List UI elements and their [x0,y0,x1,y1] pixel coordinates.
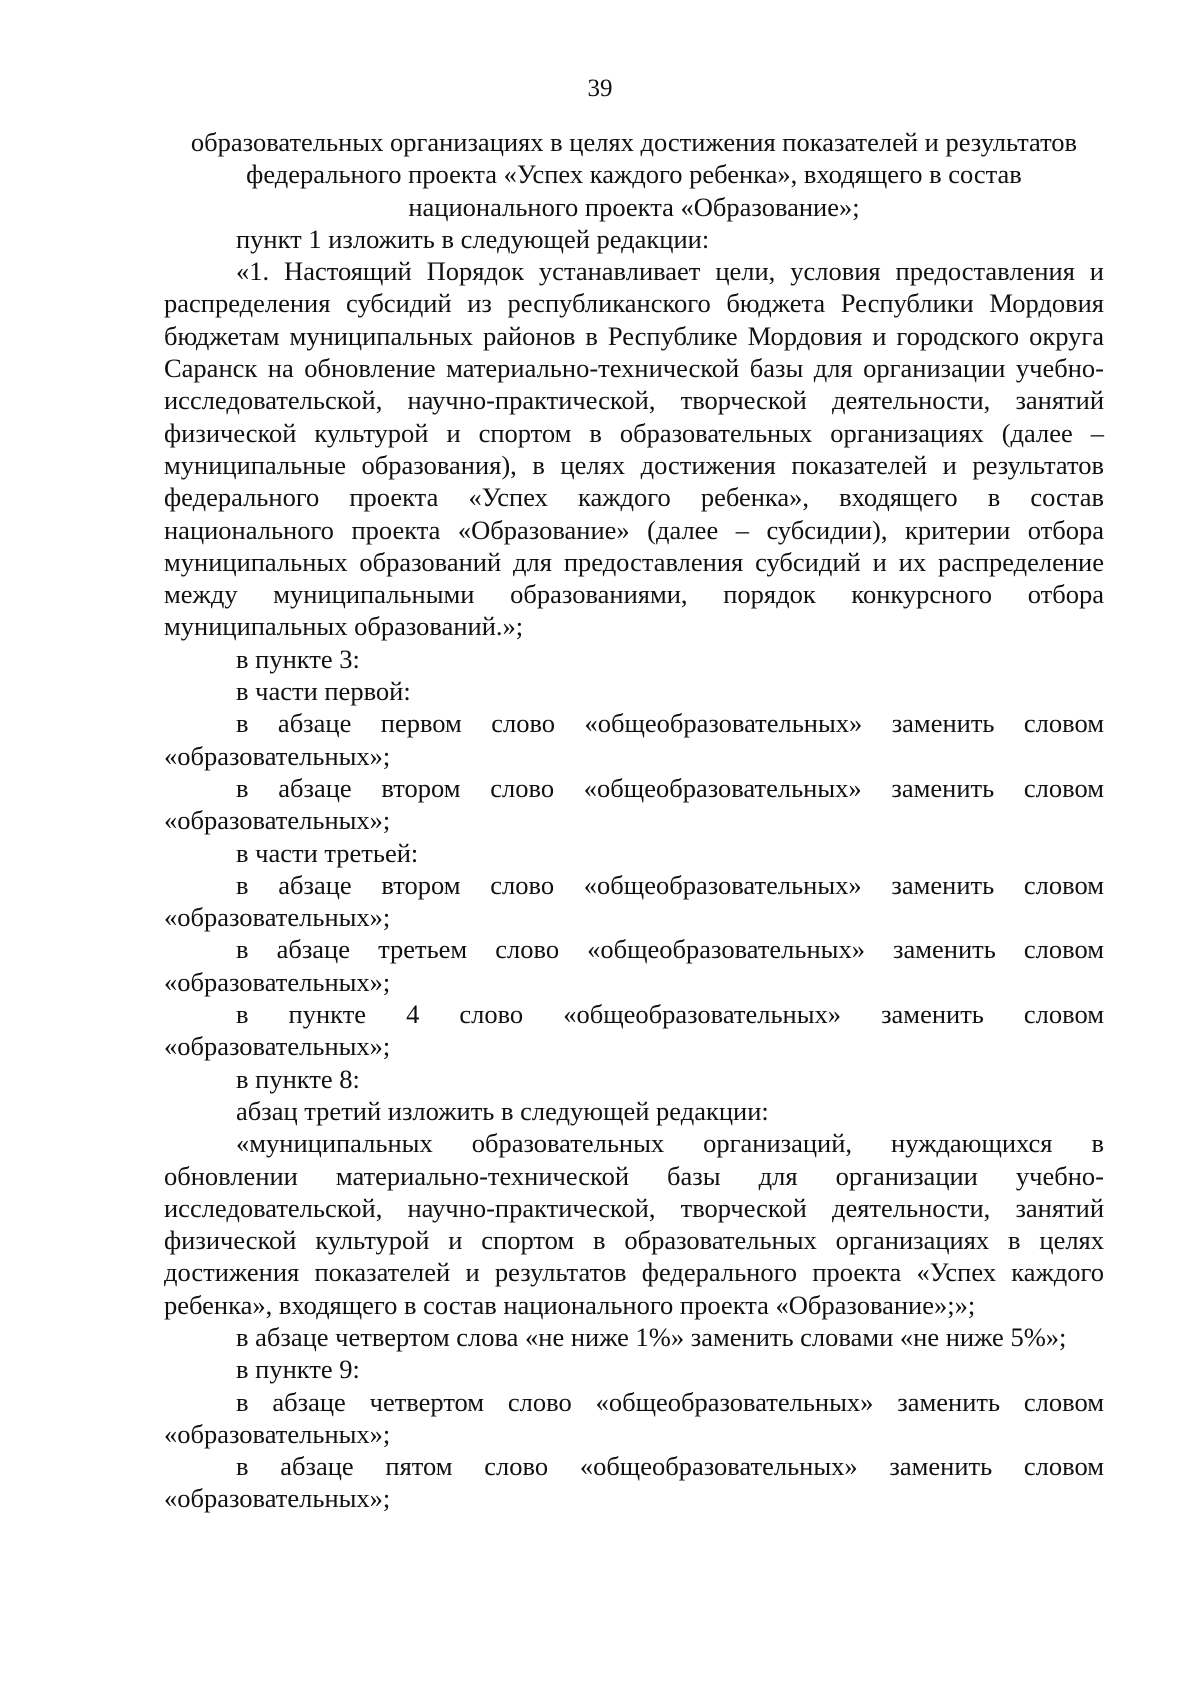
paragraph-punkt-1: пункт 1 изложить в следующей редакции: [236,223,710,254]
paragraph-quoted-abzac-3: «муниципальных образовательных организаций, нуждающихся в обновлении материально-технической базы для организации учебно-исследовательской, научно-практической, творческой деятельности, занятий физической культурой и спортом в образовательных организациях в целях достижения показателей и результатов федерального проекта «Успех каждого ребенка», входящего в состав национального проекта «Образование»;»; [164,1128,1104,1320]
paragraph-part-1: в части первой: [236,676,411,707]
paragraph-punkt-9-abzac-5: в абзаце пятом слово «общеобразовательных» заменить словом «образовательных»; [164,1451,1104,1514]
paragraph-abzac-4-edit: в абзаце четвертом слова «не ниже 1%» заменить словами «не ниже 5%»; [236,1321,1067,1352]
paragraph-abzac-1: в абзаце первом слово «общеобразовательных» заменить словом «образовательных»; [164,708,1104,771]
paragraph-part-3-abzac-3: в абзаце третьем слово «общеобразовательных» заменить словом «образовательных»; [164,934,1104,997]
paragraph-part-3-abzac-2: в абзаце втором слово «общеобразовательных» заменить словом «образовательных»; [164,869,1104,933]
page-number: 39 [587,75,613,102]
paragraph-punkt-4: в пункте 4 слово «общеобразовательных» заменить словом «образовательных»; [164,999,1104,1062]
document-body [164,126,1104,1515]
paragraph-punkt-9: в пункте 9: [236,1354,360,1385]
paragraph-abzac-2: в абзаце втором слово «общеобразовательных» заменить словом «образовательных»; [164,772,1104,836]
paragraph-punkt-8: в пункте 8: [236,1063,360,1094]
paragraph-quoted-punkt-1: «1. Настоящий Порядок устанавливает цели, условия предоставления и распределения субсидий из республиканского бюджета Республики Мордовия бюджетам муниципальных районов в Республике Мордовия и городского округа Саранск на обновление материально-технической базы для организации учебно-исследовательской, научно-практической, творческой деятельности, занятий физической культурой и спортом в образовательных организациях (далее – муниципальные образования), в целях достижения показателей и результатов федерального проекта «Успех каждого ребенка», входящего в состав национального проекта «Образование» (далее – субсидии), критерии отбора муниципальных образований для предоставления субсидий и их распределение между муниципальными образованиями, порядок конкурсного отбора муниципальных образований.»; [164,256,1104,642]
paragraph-punkt-9-abzac-4: в абзаце четвертом слово «общеобразовательных» заменить словом «образовательных»; [164,1386,1104,1449]
paragraph-punkt-3: в пункте 3: [236,643,360,674]
paragraph-abzac-3-edit: абзац третий изложить в следующей редакции: [236,1095,769,1126]
paragraph-intro: образовательных организациях в целях достижения показателей и результатов федерального проекта «Успех каждого ребенка», входящего в состав национального проекта «Образование»; [190,127,1078,222]
paragraph-part-3: в части третьей: [236,837,419,868]
